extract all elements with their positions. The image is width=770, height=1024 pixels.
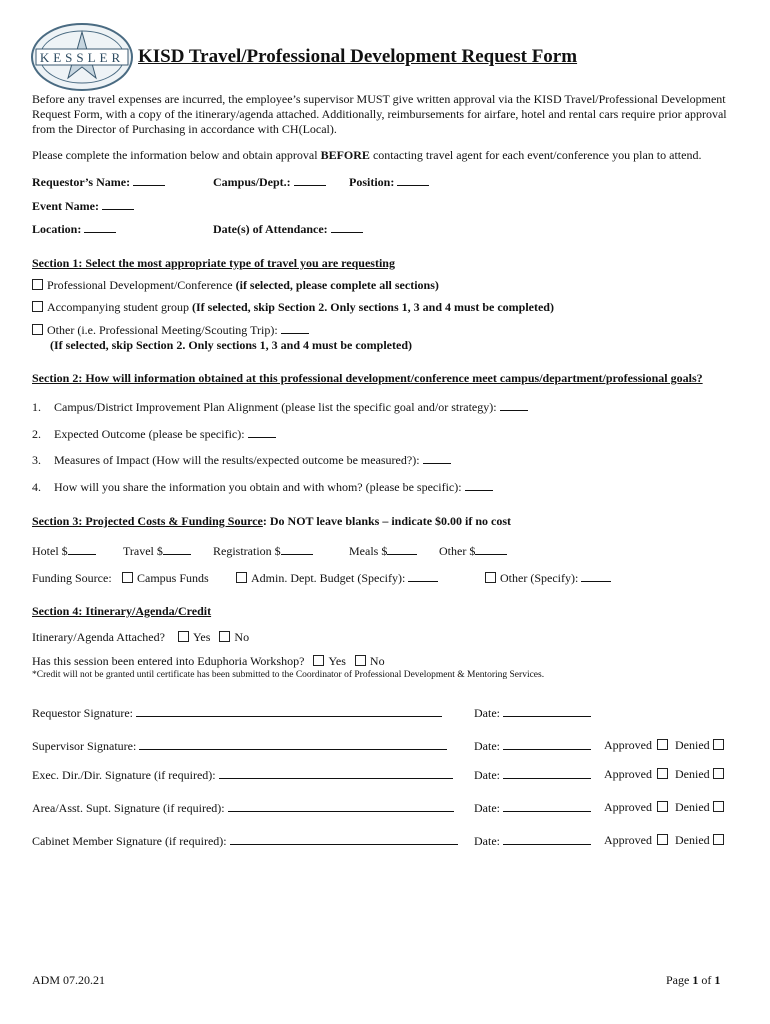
supervisor-denied-checkbox[interactable] — [713, 739, 724, 750]
eduphoria-question: Has this session been entered into Eduphoria Workshop? Yes No — [32, 654, 385, 668]
dates-attendance-field[interactable]: Date(s) of Attendance: — [213, 222, 363, 237]
logo-text: KESSLER — [39, 50, 125, 65]
form-title: KISD Travel/Professional Development Request Form — [138, 46, 578, 67]
requestor-signature-line[interactable]: Requestor Signature: — [32, 706, 442, 721]
section4-heading: Section 4: Itinerary/Agenda/Credit — [32, 604, 212, 618]
eduphoria-no-checkbox[interactable] — [355, 655, 366, 666]
area-supt-date-field[interactable]: Date: — [474, 801, 591, 816]
cabinet-denied-checkbox[interactable] — [713, 834, 724, 845]
meals-cost-field[interactable]: Meals $ — [349, 544, 417, 559]
intro-paragraph: Before any travel expenses are incurred, the employee’s supervisor MUST give written approval via the KISD Travel/Professional Development Request Form, with a copy of the itinerary/agenda attached. Additionally, reimbursements for airfare, hotel and rental cars require prior approval from the Director of Purchasing in accordance with CH(Local). — [32, 92, 727, 136]
goal-question-3[interactable]: 3. Measures of Impact (How will the results/expected outcome be measured?): — [32, 453, 451, 468]
travel-cost-field[interactable]: Travel $ — [123, 544, 191, 559]
intro-instruction: Please complete the information below and obtain approval BEFORE contacting travel agent for each event/conference you plan to attend. — [32, 148, 702, 162]
cabinet-approved-checkbox[interactable] — [657, 834, 668, 845]
cabinet-date-field[interactable]: Date: — [474, 834, 591, 849]
area-supt-approved-checkbox[interactable] — [657, 801, 668, 812]
checkbox[interactable] — [122, 572, 133, 583]
position-field[interactable]: Position: — [349, 175, 429, 190]
funding-campus-option[interactable]: Campus Funds — [122, 571, 209, 586]
supervisor-decision: Approved Denied — [604, 738, 728, 753]
itinerary-yes-checkbox[interactable] — [178, 631, 189, 642]
other-cost-field[interactable]: Other $ — [439, 544, 507, 559]
exec-dir-denied-checkbox[interactable] — [713, 768, 724, 779]
checkbox[interactable] — [32, 324, 43, 335]
section2-heading: Section 2: How will information obtained at this professional development/conference meet campus/department/professional goals? — [32, 371, 703, 385]
exec-dir-decision: Approved Denied — [604, 767, 728, 782]
cabinet-decision: Approved Denied — [604, 833, 728, 848]
exec-dir-signature-line[interactable]: Exec. Dir./Dir. Signature (if required): — [32, 768, 453, 783]
funding-admin-option[interactable]: Admin. Dept. Budget (Specify): — [236, 571, 438, 586]
credit-note: *Credit will not be granted until certificate has been submitted to the Coordinator of Professional Development & Mentoring Services. — [32, 670, 545, 680]
area-supt-denied-checkbox[interactable] — [713, 801, 724, 812]
section3-heading: Section 3: Projected Costs & Funding Source: Do NOT leave blanks – indicate $0.00 if no cost — [32, 514, 512, 528]
travel-type-option-student[interactable]: Accompanying student group (If selected, skip Section 2. Only sections 1, 3 and 4 must be completed) — [32, 300, 554, 315]
travel-type-option-pd[interactable]: Professional Development/Conference (if selected, please complete all sections) — [32, 278, 439, 293]
form-code: ADM 07.20.21 — [32, 973, 106, 987]
funding-other-option[interactable]: Other (Specify): — [485, 571, 611, 586]
checkbox[interactable] — [32, 279, 43, 290]
exec-dir-approved-checkbox[interactable] — [657, 768, 668, 779]
travel-type-option-other[interactable]: Other (i.e. Professional Meeting/Scouting Trip): — [32, 323, 309, 338]
page-number: Page 1 of 1 — [666, 973, 721, 987]
registration-cost-field[interactable]: Registration $ — [213, 544, 313, 559]
supervisor-signature-line[interactable]: Supervisor Signature: — [32, 739, 447, 754]
area-supt-decision: Approved Denied — [604, 800, 728, 815]
itinerary-no-checkbox[interactable] — [219, 631, 230, 642]
itinerary-question: Itinerary/Agenda Attached? Yes No — [32, 630, 250, 644]
goal-question-2[interactable]: 2. Expected Outcome (please be specific): — [32, 427, 276, 442]
checkbox[interactable] — [32, 301, 43, 312]
exec-dir-date-field[interactable]: Date: — [474, 768, 591, 783]
requestor-name-field[interactable]: Requestor’s Name: — [32, 175, 165, 190]
requestor-date-field[interactable]: Date: — [474, 706, 591, 721]
section1-heading: Section 1: Select the most appropriate type of travel you are requesting — [32, 256, 395, 270]
event-name-field[interactable]: Event Name: — [32, 199, 134, 214]
funding-source-label: Funding Source: — [32, 571, 112, 585]
checkbox[interactable] — [236, 572, 247, 583]
campus-dept-field[interactable]: Campus/Dept.: — [213, 175, 326, 190]
eduphoria-yes-checkbox[interactable] — [313, 655, 324, 666]
location-field[interactable]: Location: — [32, 222, 116, 237]
goal-question-4[interactable]: 4. How will you share the information you obtain and with whom? (please be specific): — [32, 480, 493, 495]
cabinet-signature-line[interactable]: Cabinet Member Signature (if required): — [32, 834, 458, 849]
area-supt-signature-line[interactable]: Area/Asst. Supt. Signature (if required): — [32, 801, 454, 816]
goal-question-1[interactable]: 1. Campus/District Improvement Plan Alignment (please list the specific goal and/or strategy): — [32, 400, 528, 415]
hotel-cost-field[interactable]: Hotel $ — [32, 544, 96, 559]
supervisor-date-field[interactable]: Date: — [474, 739, 591, 754]
other-skip-note: (If selected, skip Section 2. Only sections 1, 3 and 4 must be completed) — [50, 338, 412, 352]
checkbox[interactable] — [485, 572, 496, 583]
supervisor-approved-checkbox[interactable] — [657, 739, 668, 750]
kessler-logo — [30, 22, 134, 92]
